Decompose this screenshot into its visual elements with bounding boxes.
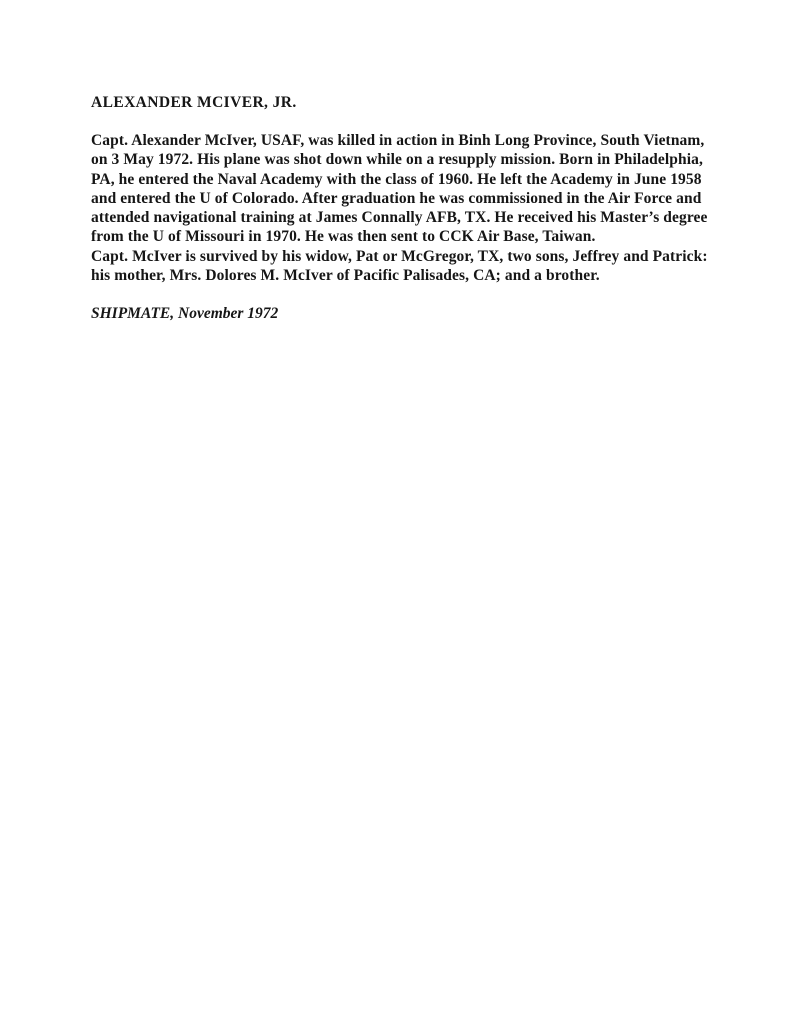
- body-line: Capt. McIver is survived by his widow, Pat or McGregor, TX, two sons, Jeffrey and Patrick:: [91, 247, 708, 265]
- source-citation: SHIPMATE, November 1972: [91, 305, 279, 323]
- body-line: PA, he entered the Naval Academy with the class of 1960. He left the Academy in June 1958: [91, 170, 702, 188]
- obituary-paragraph: [91, 131, 721, 285]
- body-line: his mother, Mrs. Dolores M. McIver of Pacific Palisades, CA; and a brother.: [91, 267, 600, 285]
- body-line: on 3 May 1972. His plane was shot down while on a resupply mission. Born in Philadelphia,: [91, 151, 703, 169]
- document-content: [91, 93, 721, 323]
- body-line: attended navigational training at James Connally AFB, TX. He received his Master’s degree: [91, 209, 708, 227]
- body-line: from the U of Missouri in 1970. He was then sent to CCK Air Base, Taiwan.: [91, 228, 596, 246]
- body-line: Capt. Alexander McIver, USAF, was killed in action in Binh Long Province, South Vietnam,: [91, 132, 705, 149]
- body-line: and entered the U of Colorado. After graduation he was commissioned in the Air Force and: [91, 189, 702, 207]
- document-title: ALEXANDER MCIVER, JR.: [91, 94, 297, 111]
